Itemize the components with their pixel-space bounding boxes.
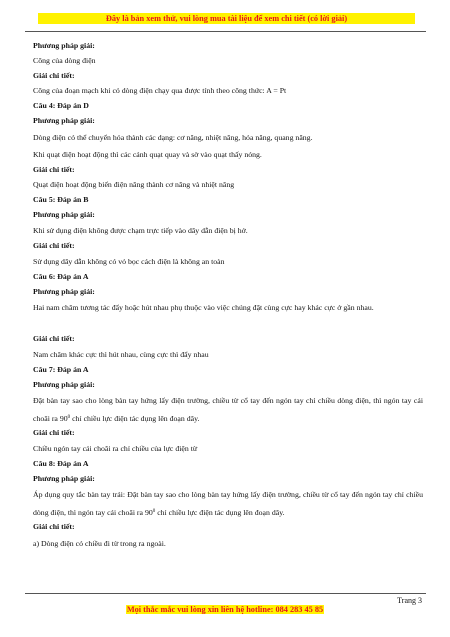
paragraph: Khi quạt điện hoạt động thì các cánh quạt quay và sờ vào quạt thấy nóng. [33,150,262,159]
section-heading: Phương pháp giải: [33,210,95,219]
paragraph: Sử dụng dây dẫn không có vỏ bọc cách điện là không an toàn [33,257,225,266]
section-heading: Phương pháp giải: [33,287,95,296]
paragraph: Công của dòng điện [33,56,96,65]
section-heading: Giải chi tiết: [33,522,75,531]
paragraph: Đặt bàn tay sao cho lòng bàn tay hứng lấy điện trường, chiều từ cổ tay đến ngón tay chỉ chiều dòng điện, thì ngón tay cái choãi ra $90^0$ chỉ chiều lực điện tác dụng lên đoạn dây. [33,396,423,424]
footer-rule [25,593,426,594]
question-heading: Câu 4: Đáp án D [33,101,89,110]
section-heading: Phương pháp giải: [33,41,95,50]
section-heading: Phương pháp giải: [33,474,95,483]
paragraph: Nam châm khác cực thì hút nhau, cùng cực thì đẩy nhau [33,350,209,359]
paragraph: Công của đoạn mạch khi có dòng điện chạy qua được tính theo công thức: A = Pt [33,86,287,95]
section-heading: Giải chi tiết: [33,71,75,80]
paragraph: Dòng điện có thể chuyển hóa thành các dạng: cơ năng, nhiệt năng, hóa năng, quang năng. [33,133,313,142]
paragraph: Khi sử dụng điện không được chạm trực tiếp vào dây dẫn điện bị hở. [33,226,248,235]
section-heading: Giải chi tiết: [33,428,75,437]
section-heading: Phương pháp giải: [33,380,95,389]
page-number: Trang 3 [397,596,422,605]
footer-hotline: Mọi thắc mắc vui lòng xin liên hệ hotline: 084 283 45 85 [126,605,324,614]
question-heading: Câu 7: Đáp án A [33,365,89,374]
section-heading: Giải chi tiết: [33,165,75,174]
question-heading: Câu 5: Đáp án B [33,195,89,204]
section-heading: Phương pháp giải: [33,116,95,125]
paragraph: Hai nam châm tương tác đẩy hoặc hút nhau phụ thuộc vào việc chúng đặt cùng cực hay khác cực ở gần nhau. [33,303,374,312]
paragraph: Áp dụng quy tắc bàn tay trái: Đặt bàn tay sao cho lòng bàn tay hứng lấy điện trường, chiều từ cổ tay đến ngón tay chỉ chiều dòng điện, thì ngón tay cái choãi ra $90^0$ chỉ chiều lực điện tác dụng lên đoạn dây. [33,490,423,518]
paragraph: Quạt điện hoạt động biến điện năng thành cơ năng và nhiệt năng [33,180,235,189]
question-heading: Câu 6: Đáp án A [33,272,89,281]
header-rule [25,31,426,32]
question-heading: Câu 8: Đáp án A [33,459,89,468]
section-heading: Giải chi tiết: [33,241,75,250]
section-heading: Giải chi tiết: [33,334,75,343]
paragraph: Chiều ngón tay cái choãi ra chỉ chiều của lực điện từ [33,444,198,453]
paragraph: a) Dòng điện có chiều đi từ trong ra ngoài. [33,539,166,548]
preview-banner: Đây là bản xem thử, vui lòng mua tài liệu để xem chi tiết (có lời giải) [38,13,415,24]
